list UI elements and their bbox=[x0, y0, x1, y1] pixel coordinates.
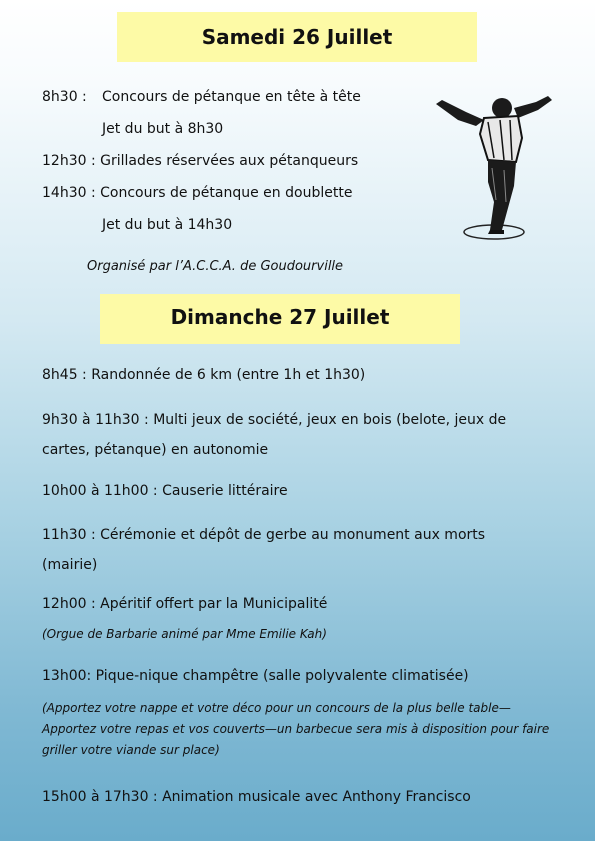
sat-item-1-text: Concours de pétanque en tête à tête bbox=[102, 89, 361, 105]
sat-item-2: 12h30 : Grillades réservées aux pétanqueurs bbox=[42, 153, 359, 169]
sat-item-3-sub: Jet du but à 14h30 bbox=[102, 217, 233, 233]
sun-item-3: 10h00 à 11h00 : Causerie littéraire bbox=[42, 483, 288, 499]
saturday-title: Samedi 26 Juillet bbox=[117, 12, 477, 62]
sun-item-5: 12h00 : Apéritif offert par la Municipalité bbox=[42, 596, 328, 612]
organizer-note: Organisé par l’A.C.C.A. de Goudourville bbox=[87, 259, 344, 274]
sunday-title: Dimanche 27 Juillet bbox=[100, 294, 460, 344]
sat-item-1 bbox=[42, 89, 361, 105]
sat-item-1-sub: Jet du but à 8h30 bbox=[102, 121, 224, 137]
sat-item-1-time: 8h30 : bbox=[42, 89, 87, 105]
sun-item-6: 13h00: Pique-nique champêtre (salle polyvalente climatisée) bbox=[42, 668, 469, 684]
petanque-player-icon bbox=[428, 90, 556, 242]
sat-item-3: 14h30 : Concours de pétanque en doublette bbox=[42, 185, 353, 201]
sun-item-5-note: (Orgue de Barbarie animé par Mme Emilie Kah) bbox=[42, 627, 327, 641]
sun-item-4: 11h30 : Cérémonie et dépôt de gerbe au monument aux morts (mairie) bbox=[42, 527, 486, 573]
sun-item-6-note: (Apportez votre nappe et votre déco pour un concours de la plus belle table— Apportez votre repas et vos couverts—un barbecue sera mis à disposition pour faire griller votre viande sur place) bbox=[42, 701, 550, 757]
sun-item-1: 8h45 : Randonnée de 6 km (entre 1h et 1h30) bbox=[42, 367, 366, 383]
sun-item-2: 9h30 à 11h30 : Multi jeux de société, jeux en bois (belote, jeux de cartes, pétanque) en autonomie bbox=[42, 412, 507, 458]
sun-item-7: 15h00 à 17h30 : Animation musicale avec Anthony Francisco bbox=[42, 789, 471, 805]
